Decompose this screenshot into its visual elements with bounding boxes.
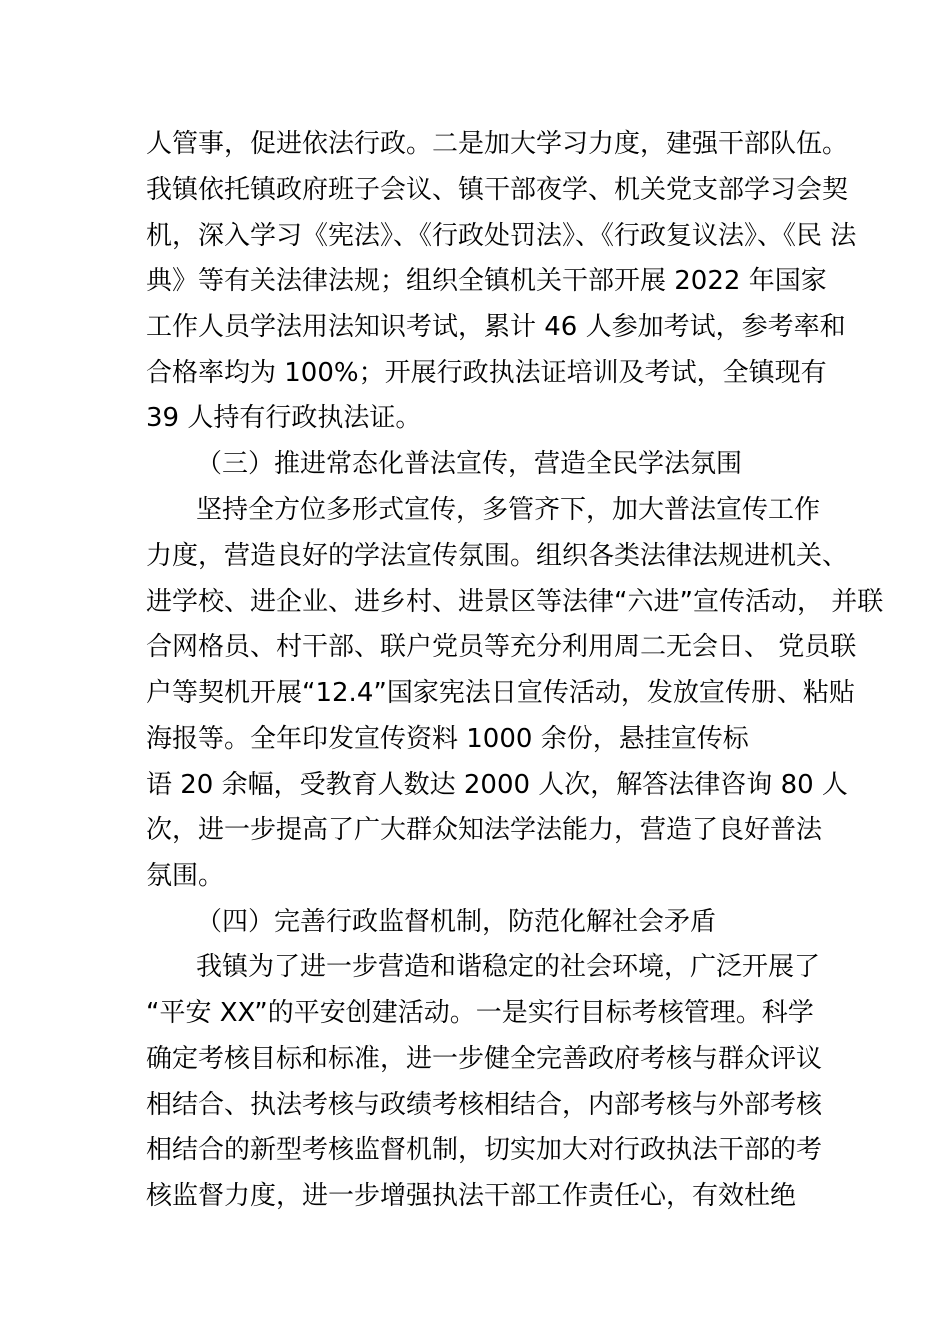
text-line: 相结合、执法考核与政绩考核相结合，内部考核与外部考核 [146,1090,823,1120]
text-line: 我镇为了进一步营造和谐稳定的社会环境，广泛开展了 [196,952,821,982]
text-line: 坚持全方位多形式宣传，多管齐下，加大普法宣传工作 [196,495,821,525]
text-line: 次，进一步提高了广大群众知法学法能力，营造了良好普法 [146,815,823,845]
text-line: 39 人持有行政执法证。 [146,403,422,433]
text-line: 进学校、进企业、进乡村、进景区等法律“六进”宣传活动， 并联 [146,587,884,617]
text-line: 合网格员、村干部、联户党员等充分利用周二无会日、 党员联 [146,632,857,662]
text-line: 氛围。 [146,861,225,891]
text-line: 人管事，促进依法行政。二是加大学习力度，建强干部队伍。 [146,129,849,159]
text-line: 确定考核目标和标准，进一步健全完善政府考核与群众评议 [146,1044,823,1074]
text-line: 户等契机开展“12.4”国家宪法日宣传活动，发放宣传册、粘贴 [146,678,855,708]
text-line: 合格率均为 100%；开展行政执法证培训及考试，全镇现有 [146,358,827,388]
text-line: 工作人员学法用法知识考试，累计 46 人参加考试，参考率和 [146,312,846,342]
text-line: 机，深入学习《宪法》、《行政处罚法》、《行政复议法》、《民 法 [146,221,857,251]
text-line: 力度，营造良好的学法宣传氛围。组织各类法律法规进机关、 [146,541,849,571]
text-line: 语 20 余幅，受教育人数达 2000 人次，解答法律咨询 80 人 [146,770,848,800]
section-heading: （三）推进常态化普法宣传，营造全民学法氛围 [196,449,743,479]
text-line: 典》等有关法律法规；组织全镇机关干部开展 2022 年国家 [146,266,827,296]
text-line: “平安 XX”的平安创建活动。一是实行目标考核管理。科学 [146,998,814,1028]
text-line: 我镇依托镇政府班子会议、镇干部夜学、机关党支部学习会契 [146,175,849,205]
section-heading: （四）完善行政监督机制，防范化解社会矛盾 [196,907,717,937]
text-line: 核监督力度，进一步增强执法干部工作责任心，有效杜绝 [146,1181,797,1211]
text-line: 海报等。全年印发宣传资料 1000 余份，悬挂宣传标 [146,724,749,754]
text-line: 相结合的新型考核监督机制，切实加大对行政执法干部的考 [146,1135,823,1165]
